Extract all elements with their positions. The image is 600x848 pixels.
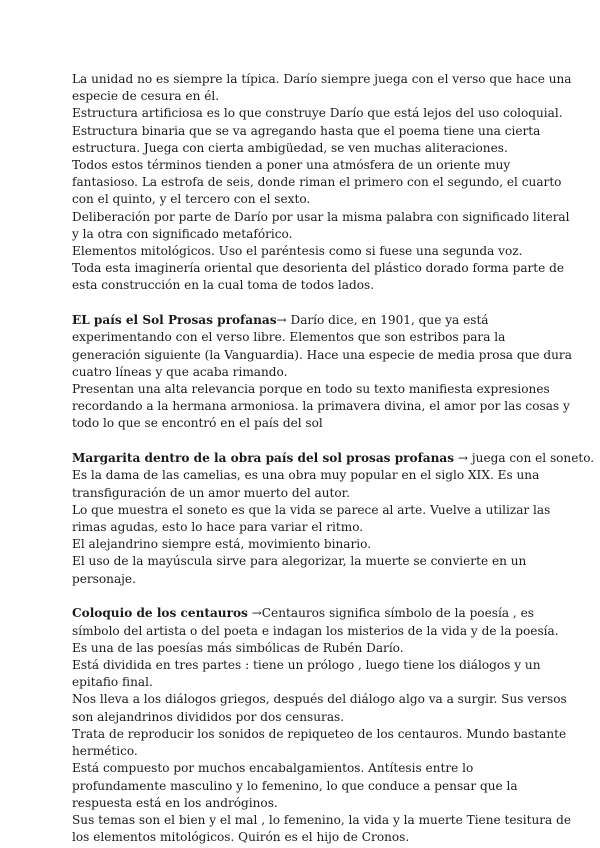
paragraph-line: epitafio final. bbox=[72, 675, 153, 690]
paragraph-line: todo lo que se encontró en el país del sol bbox=[72, 416, 323, 431]
paragraph-line: especie de cesura en él. bbox=[72, 89, 220, 104]
paragraph-line: Deliberación por parte de Darío por usar la misma palabra con significado literal bbox=[72, 209, 570, 224]
paragraph-line: generación siguiente (la Vanguardia). Hace una especie de media prosa que dura bbox=[72, 347, 572, 362]
paragraph-line: Trata de reproducir los sonidos de repiqueteo de los centauros. Mundo bastante bbox=[72, 726, 567, 741]
paragraph-line: Está compuesto por muchos encabalgamientos. Antítesis entre lo bbox=[72, 761, 474, 776]
paragraph-line: Toda esta imaginería oriental que desorienta del plástico dorado forma parte de bbox=[72, 261, 565, 276]
heading-continuation: → Darío dice, en 1901, que ya está bbox=[276, 313, 489, 328]
paragraph-line: cuatro líneas y que acaba rimando. bbox=[72, 364, 288, 379]
paragraph-line: esta construcción en la cual toma de todos lados. bbox=[72, 278, 375, 293]
section-el-pais-del-sol bbox=[72, 312, 572, 432]
paragraph-line: experimentando con el verso libre. Elementos que son estribos para la bbox=[72, 330, 506, 345]
paragraph-line: Presentan una alta relevancia porque en todo su texto manifiesta expresiones bbox=[72, 382, 550, 397]
section-margarita bbox=[72, 450, 595, 588]
paragraph-line: Elementos mitológicos. Uso el paréntesis como si fuese una segunda voz. bbox=[72, 244, 523, 259]
section-spacer bbox=[72, 588, 534, 606]
section-coloquio-de-los-centauros bbox=[72, 605, 571, 846]
paragraph-line: Lo que muestra el soneto es que la vida se parece al arte. Vuelve a utilizar las bbox=[72, 502, 551, 517]
paragraph-line: y la otra con significado metafórico. bbox=[72, 226, 293, 241]
section-heading: EL país el Sol Prosas profanas bbox=[72, 313, 277, 328]
paragraph-line: con el quinto, y el tercero con el sexto. bbox=[72, 192, 311, 207]
paragraph-line: Sus temas son el bien y el mal , lo femenino, la vida y la muerte Tiene tesitura de bbox=[72, 812, 571, 827]
paragraph-line: transfiguración de un amor muerto del autor. bbox=[72, 485, 350, 500]
paragraph-line: Todos estos términos tienden a poner una atmósfera de un oriente muy bbox=[72, 158, 511, 173]
section-heading-line bbox=[72, 450, 595, 467]
paragraph-line: Estructura artificiosa es lo que construye Darío que está lejos del uso coloquial. bbox=[72, 106, 563, 121]
paragraph-line: Es una de las poesías más simbólicas de Rubén Darío. bbox=[72, 640, 404, 655]
paragraph-line: Estructura binaria que se va agregando hasta que el poema tiene una cierta bbox=[72, 123, 541, 138]
paragraph-line: Es la dama de las camelias, es una obra muy popular en el siglo XIX. Es una bbox=[72, 468, 540, 483]
paragraph-line: estructura. Juega con cierta ambigüedad, se ven muchas aliteraciones. bbox=[72, 140, 508, 155]
paragraph-line: El uso de la mayúscula sirve para alegorizar, la muerte se convierte en un bbox=[72, 554, 527, 569]
paragraph-line: El alejandrino siempre está, movimiento binario. bbox=[72, 537, 372, 552]
section-heading: Coloquio de los centauros bbox=[72, 606, 248, 621]
heading-continuation: → juega con el soneto. bbox=[454, 451, 595, 466]
heading-continuation: →Centauros significa símbolo de la poesía , es bbox=[247, 606, 534, 621]
paragraph-line: rimas agudas, esto lo hace para variar el ritmo. bbox=[72, 520, 364, 535]
paragraph-line: fantasioso. La estrofa de seis, donde riman el primero con el segundo, el cuarto bbox=[72, 175, 562, 190]
paragraph-line: respuesta está en los andróginos. bbox=[72, 795, 278, 810]
paragraph-line: símbolo del artista o del poeta e indagan los misterios de la vida y de la poesía. bbox=[72, 623, 559, 638]
section-spacer bbox=[72, 433, 534, 451]
section-notes-intro bbox=[72, 71, 572, 295]
paragraph-line: profundamente masculino y lo femenino, lo que conduce a pensar que la bbox=[72, 778, 518, 793]
section-heading: Margarita dentro de la obra país del sol prosas profanas bbox=[72, 451, 455, 466]
paragraph-line: son alejandrinos divididos por dos censuras. bbox=[72, 709, 345, 724]
paragraph-line: los elementos mitológicos. Quirón es el hijo de Cronos. bbox=[72, 830, 410, 845]
paragraph-line: personaje. bbox=[72, 571, 136, 586]
paragraph-line: Está dividida en tres partes : tiene un prólogo , luego tiene los diálogos y un bbox=[72, 658, 541, 673]
paragraph-line: La unidad no es siempre la típica. Darío siempre juega con el verso que hace una bbox=[72, 72, 572, 86]
section-heading-line bbox=[72, 605, 534, 622]
section-heading-line bbox=[72, 312, 534, 329]
paragraph-line: hermético. bbox=[72, 744, 138, 759]
paragraph-line: recordando a la hermana armoniosa. la primavera divina, el amor por las cosas y bbox=[72, 399, 570, 414]
document-page bbox=[72, 71, 595, 846]
section-spacer bbox=[72, 295, 534, 313]
paragraph-line: Nos lleva a los diálogos griegos, después del diálogo algo va a surgir. Sus versos bbox=[72, 692, 567, 707]
